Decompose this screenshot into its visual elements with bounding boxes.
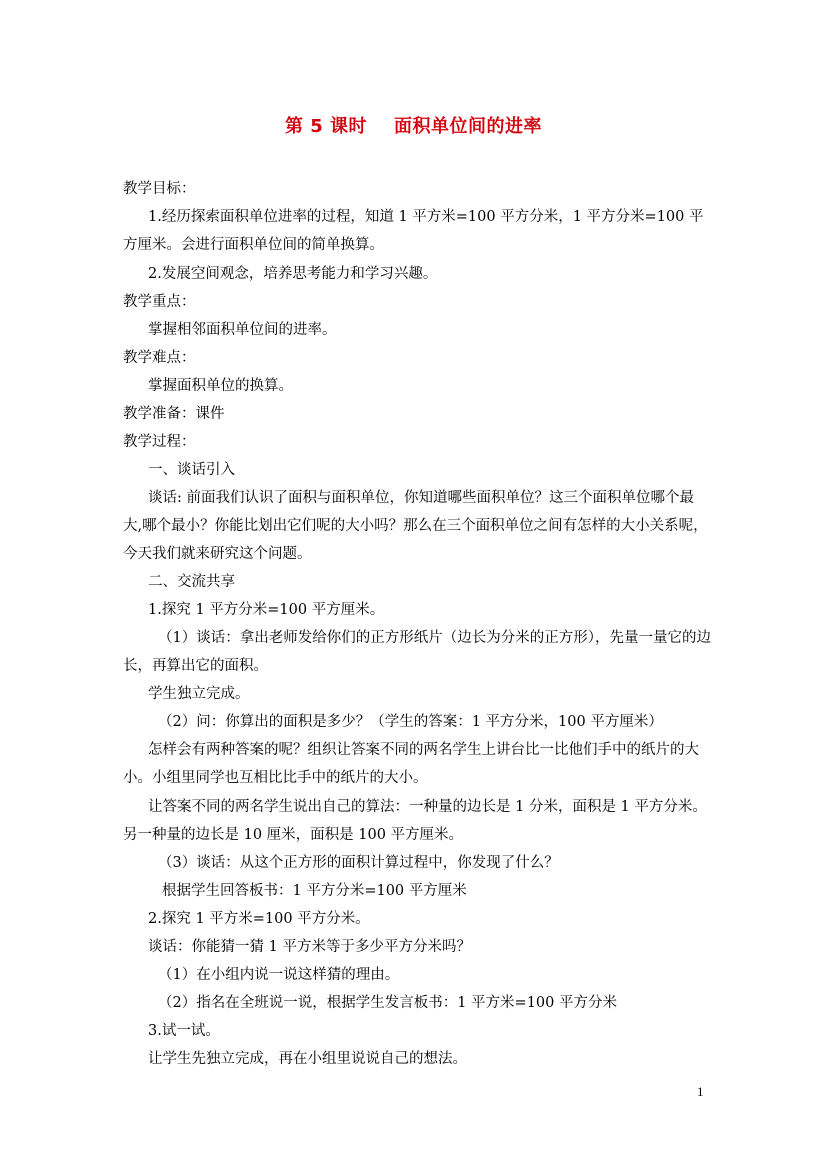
heading-process: 教学过程： bbox=[123, 434, 196, 450]
paragraph-line: 谈话: 前面我们认识了面积与面积单位，你知道哪些面积单位？这三个面积单位哪个最 bbox=[148, 490, 694, 506]
paragraph-line: 另一种量的边长是 10 厘米，面积是 100 平方厘米。 bbox=[123, 827, 464, 843]
paragraph-line: 方厘米。会进行面积单位间的简单换算。 bbox=[123, 237, 384, 253]
heading-objectives: 教学目标： bbox=[123, 181, 196, 197]
paragraph-line: 大,哪个最小？你能比划出它们呢的大小吗？那么在三个面积单位之间有怎样的大小关系呢， bbox=[123, 518, 708, 534]
paragraph-line: （1）在小组内说一说这样猜的理由。 bbox=[158, 967, 400, 983]
paragraph-line: （3）谈话：从这个正方形的面积计算过程中，你发现了什么？ bbox=[158, 855, 559, 871]
page-number: 1 bbox=[697, 1084, 704, 1099]
paragraph-line: 今天我们就来研究这个问题。 bbox=[123, 546, 312, 562]
paragraph-line: （2）指名在全班说一说，根据学生发言板书：1 平方米=100 平方分米 bbox=[158, 995, 617, 1011]
paragraph-line: 1.经历探索面积单位进率的过程，知道 1 平方米=100 平方分米，1 平方分米=100 平 bbox=[148, 209, 704, 225]
paragraph-line: 让答案不同的两名学生说出自己的算法：一种量的边长是 1 分米，面积是 1 平方分米。 bbox=[148, 799, 707, 815]
section-heading: 一、谈话引入 bbox=[148, 462, 235, 478]
paragraph-line: 2.探究 1 平方米=100 平方分米。 bbox=[148, 911, 370, 927]
paragraph-line: 1.探究 1 平方分米=100 平方厘米。 bbox=[148, 602, 385, 618]
lesson-title: 第 5 课时 面积单位间的进率 bbox=[284, 116, 543, 137]
paragraph-line: 3.试一试。 bbox=[148, 1023, 220, 1039]
paragraph-line: 怎样会有两种答案的呢？组织让答案不同的两名学生上讲台比一比他们手中的纸片的大 bbox=[148, 742, 699, 758]
paragraph-line: （1）谈话：拿出老师发给你们的正方形纸片（边长为分米的正方形），先量一量它的边 bbox=[158, 630, 711, 646]
paragraph-line: 长，再算出它的面积。 bbox=[123, 658, 268, 674]
heading-difficulties: 教学难点： bbox=[123, 350, 196, 366]
paragraph-line: 小。小组里同学也互相比比手中的纸片的大小。 bbox=[123, 770, 428, 786]
paragraph-line: 掌握相邻面积单位间的进率。 bbox=[148, 322, 337, 338]
paragraph-line: 2.发展空间观念，培养思考能力和学习兴趣。 bbox=[148, 266, 438, 282]
paragraph-line: 学生独立完成。 bbox=[148, 686, 250, 702]
section-heading: 二、交流共享 bbox=[148, 574, 235, 590]
paragraph-line: 让学生先独立完成，再在小组里说说自己的想法。 bbox=[148, 1051, 467, 1067]
paragraph-line: 掌握面积单位的换算。 bbox=[148, 378, 293, 394]
paragraph-line: 根据学生回答板书：1 平方分米=100 平方厘米 bbox=[162, 883, 467, 899]
heading-preparation: 教学准备：课件 bbox=[123, 406, 225, 422]
heading-key-points: 教学重点： bbox=[123, 294, 196, 310]
paragraph-line: （2）问：你算出的面积是多少？（学生的答案：1 平方分米，100 平方厘米） bbox=[158, 714, 663, 730]
paragraph-line: 谈话：你能猜一猜 1 平方米等于多少平方分米吗？ bbox=[148, 939, 471, 955]
